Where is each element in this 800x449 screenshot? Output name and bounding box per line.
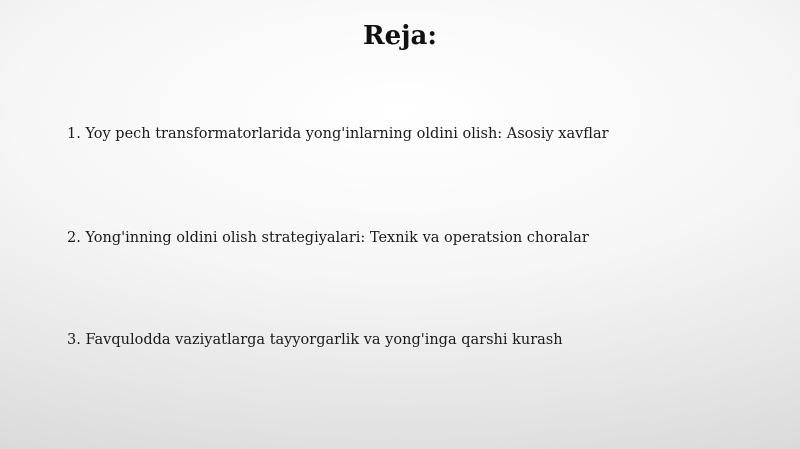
plan-item: 1. Yoy pech transformatorlarida yong'inlarning oldini olish: Asosiy xavflar xyxy=(67,126,609,142)
plan-item: 2. Yong'inning oldini olish strategiyalari: Texnik va operatsion choralar xyxy=(67,230,589,246)
plan-item: 3. Favqulodda vaziyatlarga tayyorgarlik va yong'inga qarshi kurash xyxy=(67,332,563,348)
slide-title: Reja: xyxy=(362,21,437,51)
